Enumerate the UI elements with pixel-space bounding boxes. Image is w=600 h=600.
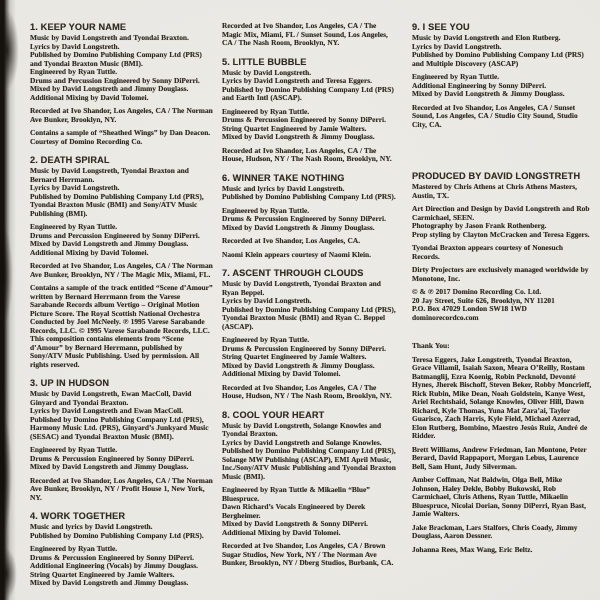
credits-paragraph (222, 384, 396, 401)
credit-line: Additional Engineering by Sonny DiPerri. (412, 80, 547, 90)
credit-line: Music by David Longstreth and Elon Rutberg. (412, 33, 561, 42)
credit-line: Art Direction and Design by David Longstreth and Rob Carmichael, SEEN. (412, 204, 590, 222)
credits-paragraph (222, 422, 396, 482)
track-credits-section (30, 155, 214, 369)
section-title: PRODUCED BY DAVID LONGSTRETH (412, 171, 581, 181)
scan-edge-blob (0, 548, 17, 600)
credit-line: Thank You: (412, 341, 450, 350)
section-title: 3. UP IN HUDSON (30, 378, 110, 388)
credit-line: Published by Domino Publishing Company Ltd (PRS). (222, 192, 396, 201)
credit-line: Prop styling by Clayton McCracken and Teresa Eggers. (412, 229, 590, 239)
credit-line: Mixed by David Longstreth and Jimmy Douglass. (30, 462, 189, 471)
credit-line: Published by Domino Publishing Company Ltd (PRS). (30, 530, 204, 540)
credits-paragraph (222, 69, 396, 103)
credits-column-left (30, 22, 214, 588)
credits-paragraph (30, 223, 214, 257)
credit-line: Published by Domino Publishing Company Ltd (PRS), Solange MW Publishing (ASCAP), EMI April Music, Inc./Sony/ATV Music Publishing and Tyondai Braxton Music (BMI). (222, 446, 396, 481)
credits-paragraph (222, 22, 396, 48)
credits-paragraph (412, 356, 592, 441)
section-title: 1. KEEP YOUR NAME (30, 22, 127, 32)
credits-paragraph (30, 390, 214, 441)
credit-line: Additional Engineering (Vocals) by Jimmy Douglass. (30, 561, 198, 570)
scan-edge-blob (0, 415, 12, 535)
credit-line: Recorded at Ivo Shandor, Los Angeles, CA / The Norman Ave Bunker, Brooklyn, NY / Profit House 1, New York, NY. (30, 475, 213, 502)
section-title: 4. WORK TOGETHER (30, 511, 126, 521)
credit-line: Engineered by Ryan Tuttle. (30, 445, 118, 454)
credit-line: Additional Mixing by David Tolomei. (222, 369, 341, 378)
section-title: 8. COOL YOUR HEART (222, 409, 325, 420)
credit-line: Published by Domino Publishing Company Ltd (PRS) and Earth Intl (ASCAP). (222, 84, 394, 102)
credit-line: Engineered by Ryan Tuttle. (30, 544, 118, 553)
credit-line: Recorded at Ivo Shandor, Los Angeles, CA / The Norman Ave Bunker, Brooklyn, NY. (30, 106, 213, 124)
credit-line: Mixed by David Longstreth and Jimmy Douglass. (30, 578, 189, 587)
credit-line: Music and lyrics by David Longstreth. (30, 522, 153, 531)
credits-paragraph (222, 280, 396, 331)
section-title: 2. DEATH SPIRAL (30, 155, 110, 165)
credit-line: Music and lyrics by David Longstreth. (222, 183, 345, 193)
credit-line: Photography by Jason Frank Rothenberg. (412, 221, 547, 230)
credit-line: Recorded at Ivo Shandor, Los Angeles, CA / The House, Hudson, NY / The Nash Room, Brooklyn, NY. (222, 382, 392, 400)
credit-line: Drums & Percussion Engineered by Sonny DiPerri. (222, 343, 386, 353)
credit-line: Published by Domino Publishing Company Ltd (PRS), Tyondai Braxton Music (BMI) and Sony/ATV Music Publishing (BMI). (30, 191, 204, 218)
credit-line: Music by David Longstreth. (222, 67, 312, 77)
credits-paragraph (412, 34, 592, 68)
credit-line: Lyrics by David Longstreth. (30, 183, 120, 192)
credits-paragraph (30, 167, 214, 218)
credit-line: Drums & Percussion Engineered by Sonny DiPerri. (222, 115, 386, 124)
credits-column-right (412, 22, 592, 554)
track-credits-section (412, 22, 592, 129)
credit-line: Teresa Eggers, Jake Longstreth, Tyondai Braxton, Grace Villamil, Isaiah Saxon, Meara O’Reilly, Rostam Batmanglij, Ezra Koenig, Robin Pecknold, Devonté Hynes, Jherek Bischoff, Steven Beker, Robby Moncrieff, Rick Rubin, Mike Dean, Noah Goldstein, Kanye West, Ariel Rechtshaid, Solange Knowles, Oliver Hill, Dawn Richard, Kyle Thomas, Yuna Mat Zara’ai, Taylor Guarisco, Zach Harris, Kyle Field, Michael Azerrad, Elon Rutberg, Bombino, Maestro Jesús Ruiz, André de Ridder. (412, 354, 592, 440)
scan-edge-shadow (0, 0, 16, 600)
credit-line: Recorded at Ivo Shandor, Los Angeles, CA / The Magic Mix, Miami, FL / Sunset Sound, Los Angeles, CA / The Nash Room, Brooklyn, NY. (222, 21, 388, 47)
credits-paragraph (30, 446, 214, 472)
credit-line: Lyrics by David Longstreth and Solange Knowles. (222, 437, 382, 447)
credit-line: Additional Mixing by David Tolomei. (222, 527, 341, 537)
credit-line: Music by David Longstreth, Ewan MacColl, David Ginyard and Tyondai Braxton. (30, 389, 192, 407)
credit-line: P.O. Box 47029 London SW18 1WD (412, 304, 527, 313)
credit-line: Engineered by Ryan Tuttle. (30, 222, 118, 231)
credits-paragraph (222, 251, 396, 260)
credit-line: Music by David Longstreth and Tyondai Braxton. (30, 33, 189, 42)
credits-paragraph (222, 185, 396, 202)
credit-line: © & ℗ 2017 Domino Recording Co. Ltd. (412, 287, 542, 296)
credit-line: Mixed by David Longstreth & Jimmy Douglass. (222, 132, 375, 141)
credits-paragraph (412, 183, 592, 200)
credit-line: Mixed by David Longstreth & Jimmy Douglass. (222, 360, 375, 370)
credits-paragraph (412, 524, 592, 541)
credits-paragraph (30, 284, 214, 369)
credit-line: Published by Domino Publishing Company Ltd (PRS) and Tyondai Braxton Music (BMI). (30, 50, 202, 68)
credits-paragraph (222, 108, 396, 142)
credit-line: Drums & Percussion Engineered by Sonny DiPerri. (222, 214, 386, 223)
track-credits-section (222, 410, 396, 568)
credits-continuation-section (412, 342, 592, 554)
credit-line: Lyrics by David Longstreth. (412, 41, 502, 51)
credit-line: Engineered by Ryan Tuttle. (222, 205, 310, 215)
credits-paragraph (222, 147, 396, 164)
credit-line: String Quartet Engineered by Jamie Walters. (222, 352, 367, 361)
track-credits-section (412, 171, 592, 322)
credit-line: Published by Domino Publishing Company Ltd (PRS) and Multiple Discovery (ASCAP) (412, 50, 584, 68)
credit-line: Lyrics by David Longstreth and Ewan MacColl. (30, 406, 183, 415)
credits-paragraph (412, 446, 592, 472)
credits-paragraph (222, 237, 396, 246)
credit-line: Engineered by Ryan Tuttle. (222, 335, 310, 344)
credit-line: Recorded at Ivo Shandor, Los Angeles, CA / Sunset Sound, Los Angeles, CA / Studio City Sound, Studio City, CA. (412, 102, 578, 129)
credits-paragraph (30, 545, 214, 588)
credit-line: Mastered by Chris Athens at Chris Athens Masters, Austin, TX. (412, 182, 577, 200)
credit-line: dominorecordco.com (412, 312, 479, 322)
credit-line: Engineered by Ryan Tuttle. (412, 72, 500, 81)
credits-paragraph (222, 336, 396, 379)
credit-line: Music by David Longstreth, Solange Knowles and Tyondai Braxton. (222, 420, 382, 438)
credits-column-middle (222, 22, 396, 568)
credits-paragraph (222, 542, 396, 568)
credits-paragraph (30, 262, 214, 279)
credit-line: Mixed by David Longstreth & Sonny DiPerri. (222, 519, 368, 528)
section-title: 6. WINNER TAKE NOTHING (222, 172, 345, 183)
credit-line: Mixed by David Longstreth & Jimmy Douglass. (412, 89, 565, 98)
credit-line: Mixed by David Longstreth and Jimmy Douglass. (30, 84, 189, 93)
credit-line: String Quartet Engineered by Jamie Walters. (30, 569, 175, 579)
credit-line: Mixed by David Longstreth and Jimmy Douglass. (30, 239, 189, 248)
credit-line: Drums & Percussion Engineered by Sonny DiPerri. (30, 453, 194, 463)
credits-paragraph (412, 73, 592, 99)
credits-paragraph (30, 129, 214, 146)
credits-paragraph (222, 486, 396, 537)
credit-line: Recorded at Ivo Shandor, Los Angeles, CA. (222, 236, 361, 245)
credit-line: Mixed by David Longstreth & Jimmy Douglass. (222, 222, 375, 232)
credit-line: Recorded at Ivo Shandor, Los Angeles, CA / The House, Hudson, NY / The Nash Room, Brooklyn, NY. (222, 145, 392, 163)
credits-paragraph (30, 523, 214, 540)
credit-line: Additional Mixing by David Tolomei. (30, 247, 149, 257)
credit-line: Dirty Projectors are exclusively managed worldwide by Monotone, Inc. (412, 265, 589, 283)
credit-line: Dawn Richard’s Vocals Engineered by Derek Bergheimer. (222, 502, 366, 520)
credit-line: Jake Brackman, Lars Stalfors, Chris Coady, Jimmy Douglass, Aaron Dessner. (412, 522, 578, 540)
track-credits-section (222, 57, 396, 164)
credit-line: Lyrics by David Longstreth. (222, 296, 312, 305)
track-credits-section (30, 22, 214, 146)
credit-line: Lyrics by David Longstreth and Teresa Eggers. (222, 76, 372, 85)
credit-line: Engineered by Ryan Tuttle & Mikaelin “Blue” Bluespruce. (222, 485, 371, 503)
credit-line: Amber Coffman, Nat Baldwin, Olga Bell, Mike Johnson, Haley Dekle, Bobby Bukowski, Rob Carmichael, Chris Athens, Ryan Tuttle, Mikaelin Bluespruce, Nicolai Dorian, Sonny DiPerri, Ryan Bast, Jamie Walters. (412, 475, 586, 518)
credit-line: Recorded at Ivo Shandor, Los Angeles, CA / The Norman Ave Bunker, Brooklyn, NY / The Magic Mix, Miami, FL. (30, 261, 213, 279)
credit-line: Brett Williams, Andrew Friedman, Ian Montone, Peter Berard, David Rappaport, Morgan Lebus, Laurence Bell, Sam Hunt, Judy Silverman. (412, 444, 587, 471)
credit-line: Contains a sample of the track entitled “Scene d’Amour” written by Bernard Herrmann from the Varese Sarabande Records album Vertigo – Original Motion Picture Score. The Royal Scottish National Orchestra Conducted by Joel McNeely. ℗ 1995 Varese Sarabande Records, LLC. © 1995 Varese Sarabande Records, LLC. This composition contains elements from “Scene d’Amour” by Bernard Herrmann, published by Sony/ATV Music Publishing. Used by permission. All rights reserved. (30, 283, 213, 369)
track-credits-section (222, 173, 396, 260)
track-credits-section (30, 511, 214, 588)
credits-paragraph (30, 107, 214, 124)
credit-line: Lyrics by David Longstreth. (30, 41, 120, 51)
credit-line: Drums and Percussion Engineered by Sonny DiPerri. (30, 230, 200, 240)
credit-line: Music by David Longstreth, Tyondai Braxton and Ryan Beppel. (222, 279, 381, 297)
credit-line: Drums & Percussion Engineered by Sonny DiPerri. (30, 552, 194, 562)
credit-line: Contains a sample of “Sheathed Wings” by Dan Deacon. Courtesy of Domino Recording Co. (30, 128, 211, 146)
credit-line: Music by David Longstreth, Tyondai Braxton and Bernard Herrmann. (30, 166, 189, 184)
credit-line: Engineered by Ryan Tuttle. (222, 106, 310, 116)
section-title: 9. I SEE YOU (412, 22, 470, 32)
track-credits-section (30, 378, 214, 502)
credits-paragraph (412, 342, 592, 351)
credits-paragraph (412, 266, 592, 283)
credits-paragraph (30, 34, 214, 102)
credits-paragraph (30, 477, 214, 503)
credit-line: Recorded at Ivo Shandor, Los Angeles, CA / Brown Sugar Studios, New York, NY / The Norman Ave Bunker, Brooklyn, NY / Dberg Studios, Burbank, CA. (222, 541, 394, 567)
credit-line: Naomi Klein appears courtesy of Naomi Klein. (222, 249, 371, 259)
credit-line: String Quartet Engineered by Jamie Walters. (222, 123, 367, 133)
scan-edge-blob (0, 225, 13, 325)
credits-paragraph (412, 244, 592, 261)
credits-paragraph (412, 205, 592, 239)
credits-paragraph (412, 104, 592, 130)
credits-paragraph (412, 476, 592, 519)
credit-line: Johanna Rees, Max Wang, Eric Beltz. (412, 544, 533, 554)
credit-line: Engineered by Ryan Tuttle. (30, 67, 118, 76)
credits-paragraph (412, 546, 592, 555)
section-title: 5. LITTLE BUBBLE (222, 56, 307, 67)
scan-edge-blob (0, 10, 19, 90)
credits-paragraph (412, 288, 592, 322)
credits-continuation-section (222, 22, 396, 48)
credit-line: Drums and Percussion Engineered by Sonny DiPerri. (30, 75, 200, 85)
track-credits-section (222, 268, 396, 401)
credit-line: Published by Domino Publishing Company Ltd (PRS), Harmony Music Ltd. (PRS), Ginyard’s Junkyard Music (SESAC) and Tyondai Braxton Music (BMI). (30, 414, 209, 441)
credit-line: Published by Domino Publishing Company Ltd (PRS), Tyondai Braxton Music (BMI) and Ryan C. Beppel (ASCAP). (222, 304, 396, 331)
credit-line: 20 Jay Street, Suite 626, Brooklyn, NY 11201 (412, 295, 555, 305)
credits-paragraph (222, 207, 396, 233)
credit-line: Additional Mixing by David Tolomei. (30, 92, 149, 102)
section-title: 7. ASCENT THROUGH CLOUDS (222, 268, 364, 278)
credit-line: Tyondai Braxton appears courtesy of Nonesuch Records. (412, 243, 564, 261)
